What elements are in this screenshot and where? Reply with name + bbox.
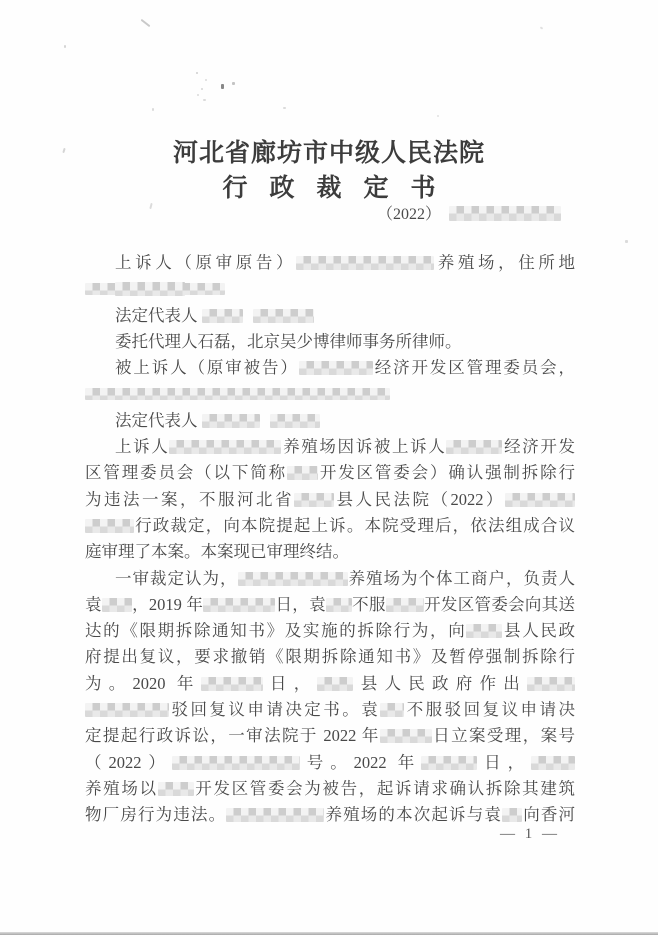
- scan-speck: [205, 79, 207, 81]
- scan-speck: [232, 82, 235, 85]
- text-segment: 经济开发: [502, 437, 576, 457]
- scan-speck: [437, 115, 439, 117]
- redaction-block: [505, 493, 575, 507]
- text-segment: 养殖场以: [85, 778, 158, 798]
- scan-speck: [283, 107, 286, 109]
- redaction-block: [326, 598, 352, 612]
- text-segment: 庭审理了本案。本案现已审理终结。: [85, 542, 349, 562]
- text-segment: 上诉人（原审原告）: [115, 253, 297, 272]
- text-segment: （2022）: [85, 752, 172, 772]
- doc-type-title: 行政裁定书: [222, 175, 458, 202]
- body-line: [85, 487, 575, 513]
- redaction-block: [85, 283, 225, 295]
- scan-speck: [625, 240, 628, 243]
- body-line: [85, 329, 575, 355]
- text-segment: 达的《限期拆除通知书》及实施的拆除行为，向: [85, 621, 467, 641]
- text-segment: 开发区管委会向其送: [423, 594, 576, 614]
- body-line: [85, 408, 575, 434]
- text-segment: 驳回复议申请决定书。袁: [169, 700, 381, 720]
- body-line: [85, 776, 575, 802]
- redaction-block: [527, 677, 575, 691]
- redaction-block: [270, 414, 320, 428]
- body-line: [85, 671, 575, 697]
- document-body: [85, 250, 575, 829]
- body-line: [85, 355, 575, 381]
- redaction-block: [380, 703, 404, 717]
- redaction-block: [172, 756, 300, 770]
- redaction-block: [296, 256, 434, 270]
- text-segment: 县人民法院（2022）: [334, 489, 505, 509]
- text-segment: 养殖场因诉被上诉人: [281, 437, 447, 457]
- body-line: [85, 460, 575, 486]
- text-segment: 定提起行政诉讼，一审法院于 2022 年: [85, 726, 380, 746]
- scan-speck: [221, 84, 224, 89]
- body-line: [85, 802, 575, 828]
- scan-speck: [196, 72, 198, 74]
- body-line: [85, 276, 575, 302]
- scan-speck: [197, 94, 199, 96]
- redaction-block: [158, 782, 194, 796]
- redaction-block: [446, 440, 502, 454]
- text-segment: 县人民政府作出: [353, 673, 528, 693]
- scan-speck: [203, 99, 206, 101]
- body-line: [85, 513, 575, 539]
- redaction-block: [531, 756, 575, 770]
- text-segment: 被上诉人（原审被告）: [115, 358, 299, 378]
- text-segment: 养殖场的本次起诉与袁: [324, 805, 503, 825]
- text-segment: 日，: [262, 673, 318, 693]
- redaction-block: [449, 206, 561, 221]
- case-number: [377, 201, 561, 224]
- text-segment: 开发区管委会）确认强制拆除行: [317, 463, 576, 483]
- redaction-block: [226, 808, 324, 822]
- text-segment: 号。2022 年: [299, 752, 422, 772]
- redaction-block: [85, 519, 134, 533]
- text-segment: 日，袁: [275, 594, 326, 614]
- redaction-block: [380, 729, 432, 743]
- body-line: [85, 434, 575, 460]
- text-segment: 袁: [85, 594, 102, 614]
- redaction-block: [299, 361, 373, 375]
- scan-speck: [141, 19, 151, 27]
- redaction-block: [169, 440, 281, 454]
- scan-speck: [201, 88, 203, 90]
- body-line: [85, 592, 575, 618]
- text-segment: 区管理委员会（以下简称: [85, 463, 287, 483]
- text-segment: 行政裁定，向本院提起上诉。本院受理后，依法组成合议: [134, 515, 575, 535]
- text-segment: 上诉人: [115, 437, 170, 457]
- redaction-block: [253, 309, 314, 323]
- text-segment: 委托代理人石磊，北京吴少博律师事务所律师。: [115, 331, 462, 351]
- text-segment: 法定代表人: [115, 305, 198, 325]
- text-segment: 养殖场为个体工商户，负责人: [347, 568, 575, 588]
- redaction-block: [238, 572, 348, 586]
- body-line: [85, 723, 575, 749]
- body-line: [85, 697, 575, 723]
- text-segment: 县人民政: [502, 621, 576, 641]
- body-line: [85, 618, 575, 644]
- redaction-block: [294, 493, 334, 507]
- text-segment: 府提出复议，要求撤销《限期拆除通知书》及暂停强制拆除行: [85, 647, 575, 667]
- page-number: — 1 —: [500, 826, 560, 842]
- redaction-block: [203, 598, 275, 612]
- body-line: [85, 644, 575, 670]
- redaction-block: [85, 703, 169, 717]
- text-segment: 不服: [351, 594, 386, 614]
- text-segment: 物厂房行为违法。: [85, 805, 227, 825]
- body-line: [85, 539, 575, 565]
- redaction-block: [386, 598, 424, 612]
- body-line: [85, 303, 575, 329]
- text-segment: 不服驳回复议申请决: [404, 700, 576, 720]
- text-segment: 日，: [477, 752, 532, 772]
- text-segment: 法定代表人: [115, 410, 198, 430]
- redaction-block: [202, 309, 243, 323]
- text-segment: 开发区管委会为被告，起诉请求确认拆除其建筑: [193, 778, 576, 798]
- text-segment: 养殖场，住所地: [434, 253, 575, 272]
- text-segment: 向香河: [522, 805, 576, 825]
- text-segment: 为。2020 年: [85, 673, 201, 693]
- redaction-block: [317, 677, 353, 691]
- redaction-block: [466, 624, 502, 638]
- text-segment: 为违法一案，不服河北省: [85, 489, 294, 509]
- case-number-prefix: （2022）: [377, 206, 442, 223]
- redaction-block: [201, 677, 263, 691]
- redaction-block: [421, 756, 477, 770]
- redaction-block: [287, 466, 318, 480]
- body-line: [85, 250, 575, 276]
- redaction-block: [102, 598, 132, 612]
- body-line: [85, 566, 575, 592]
- text-segment: 日立案受理，案号: [431, 726, 575, 746]
- scan-speck: [540, 26, 544, 29]
- redaction-block: [85, 388, 390, 400]
- text-segment: 经济开发区管理委员会，: [372, 358, 576, 378]
- redaction-block: [202, 414, 260, 428]
- text-segment: 一审裁定认为，: [115, 568, 238, 588]
- text-segment: ，2019 年: [131, 594, 204, 614]
- scan-speck: [149, 203, 152, 209]
- scan-speck: [152, 108, 154, 111]
- scan-speck: [64, 45, 66, 48]
- court-title: 河北省廊坊市中级人民法院: [172, 140, 485, 167]
- body-line: [85, 750, 575, 776]
- body-line: [85, 381, 575, 407]
- scan-bottom-edge: [0, 932, 658, 935]
- redaction-block: [502, 808, 522, 822]
